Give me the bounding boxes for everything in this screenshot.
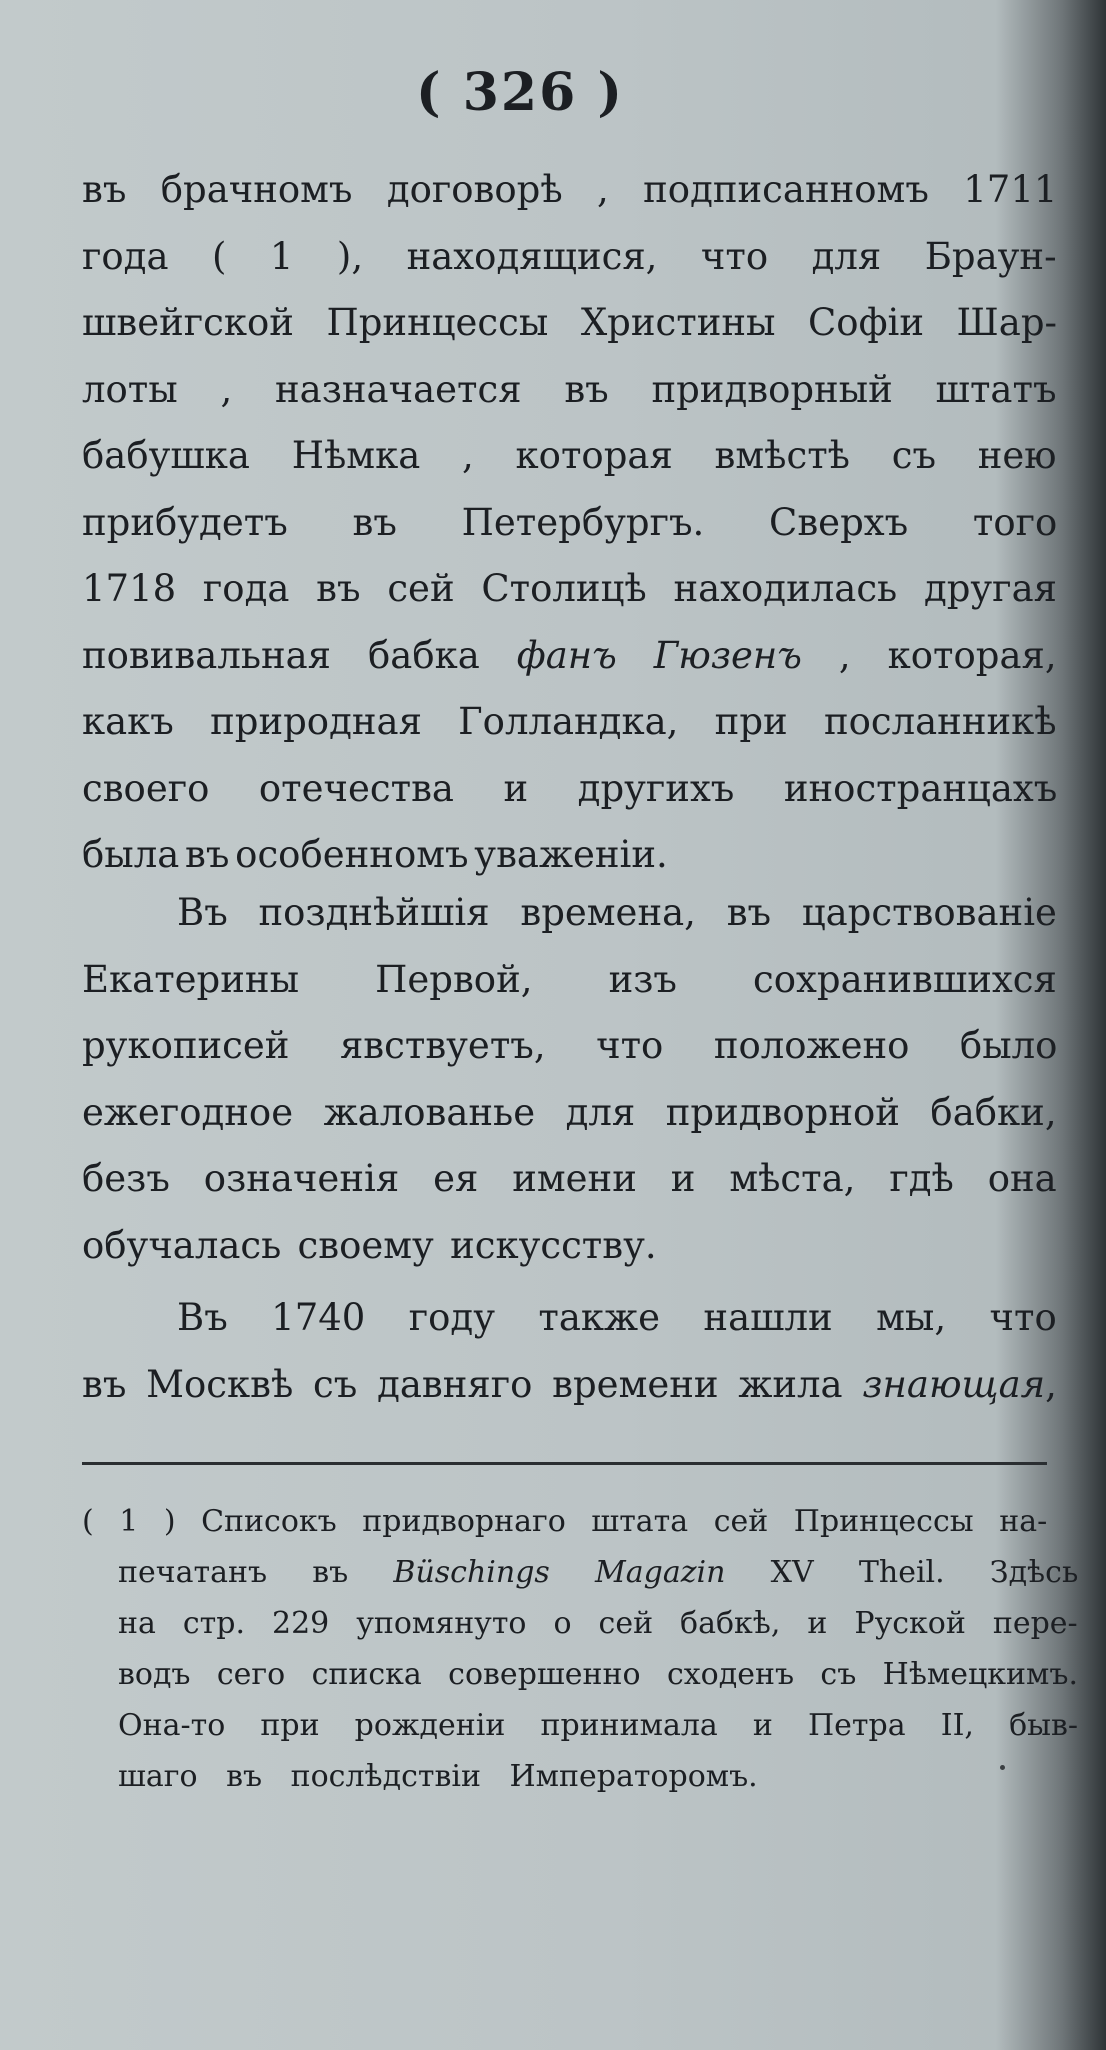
- text-line: 1718 года въ сей Столицѣ находилась другая: [82, 567, 1057, 610]
- footnote-line: ( 1 ) Списокъ придворнаго штата сей Принцессы на-: [82, 1504, 1048, 1539]
- text-line: года ( 1 ), находящися, что для Браун-: [82, 234, 1057, 278]
- text-line: рукописей явствуетъ, что положено было: [82, 1024, 1058, 1067]
- text-fragment: печатанъ въ: [118, 1555, 394, 1590]
- text-line: была въ особенномъ уваженіи.: [82, 833, 668, 876]
- text-line: своего отечества и другихъ иностранцахъ: [82, 766, 1058, 810]
- footnote-divider: [82, 1462, 1047, 1465]
- text-line: обучалась своему искусству.: [82, 1223, 657, 1267]
- footnote-line: [118, 1553, 1078, 1593]
- footnote-line: водъ сего списка совершенно сходенъ съ Нѣмецкимъ.: [118, 1657, 1079, 1692]
- text-line: [82, 631, 1057, 681]
- text-line: бабушка Нѣмка , которая вмѣстѣ съ нею: [82, 434, 1057, 477]
- text-line: Въ позднѣйшія времена, въ царствованіе: [177, 891, 1057, 934]
- italic-phrase: фанъ Гюзенъ: [516, 633, 802, 677]
- text-line: швейгской Принцессы Христины Софіи Шар-: [82, 301, 1058, 344]
- footnote-line: на стр. 229 упомянуто о сей бабкѣ, и Руской пере-: [118, 1606, 1078, 1641]
- paper-speck: [1000, 1765, 1005, 1770]
- text-line: какъ природная Голландка, при посланникѣ: [82, 700, 1057, 743]
- text-line: Въ 1740 году также нашли мы, что: [177, 1296, 1057, 1339]
- footnote-line: шаго въ послѣдствіи Императоромъ.: [118, 1759, 758, 1794]
- text-line: безъ означенія ея имени и мѣста, гдѣ она: [82, 1157, 1057, 1200]
- text-line: въ брачномъ договорѣ , подписанномъ 1711: [82, 168, 1058, 211]
- footnote-line: Она-то при рожденіи принимала и Петра II, быв-: [118, 1708, 1079, 1743]
- text-line: ежегодное жалованье для придворной бабки,: [82, 1090, 1057, 1134]
- text-fragment: ,: [1045, 1362, 1057, 1406]
- text-line: Екатерины Первой, изъ сохранившихся: [82, 957, 1057, 1001]
- italic-phrase: знающая: [862, 1362, 1046, 1406]
- text-line: прибудетъ въ Петербургъ. Сверхъ того: [82, 500, 1058, 544]
- text-fragment: XV Theil. Здѣсь: [725, 1555, 1079, 1590]
- text-fragment: повивальная бабка: [82, 633, 517, 677]
- text-fragment: , которая,: [801, 633, 1057, 677]
- italic-phrase: Büschings Magazin: [393, 1555, 726, 1590]
- text-line: [82, 1360, 1057, 1410]
- text-fragment: въ Москвѣ съ давняго времени жила: [82, 1362, 863, 1406]
- page-number: ( 326 ): [416, 62, 624, 123]
- text-line: лоты , назначается въ придворный штатъ: [82, 367, 1057, 411]
